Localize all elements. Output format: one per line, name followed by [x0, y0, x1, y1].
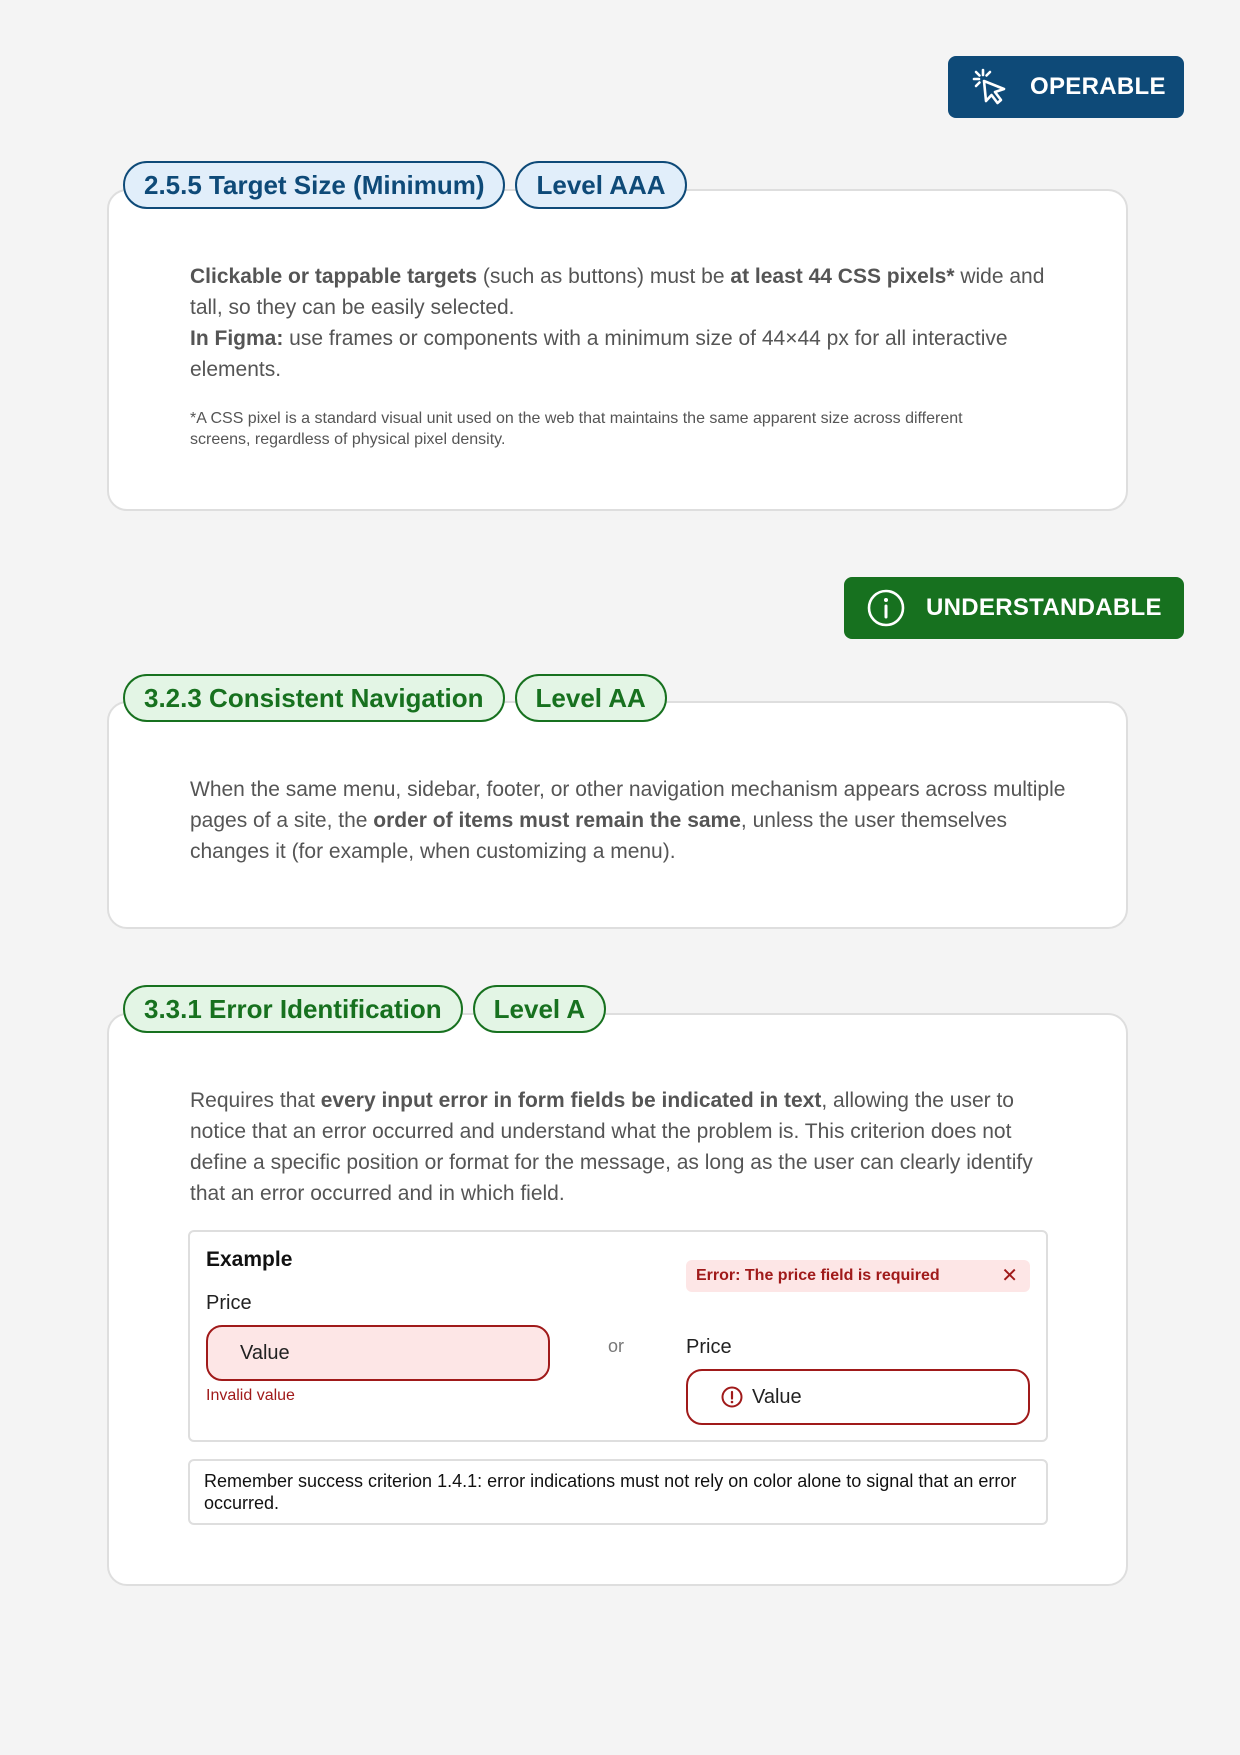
bold-text: at least 44 CSS pixels* [730, 265, 955, 288]
criterion-2-5-5-figma-note [190, 323, 1070, 385]
info-circle-icon [866, 588, 906, 628]
example-title: Example [206, 1248, 293, 1271]
error-banner-text: Error: The price field is required [696, 1267, 940, 1284]
level-pill: Level AA [515, 674, 667, 722]
operable-category-badge [948, 56, 1184, 118]
bold-text: order of items must remain the same [373, 809, 741, 832]
price-input-error[interactable] [686, 1369, 1030, 1425]
input-value: Value [752, 1385, 802, 1408]
text: wide and tall, so they can be easily selected. [190, 265, 1045, 319]
criterion-2-5-5-header [123, 161, 687, 209]
price-label: Price [206, 1292, 252, 1314]
criterion-3-3-1-header [123, 985, 606, 1033]
bold-text: every input error in form fields be indicated in text [320, 1089, 822, 1112]
criterion-title-pill: 2.5.5 Target Size (Minimum) [123, 161, 505, 209]
criterion-3-3-1-description [190, 1085, 1070, 1209]
bold-text: In Figma: [190, 327, 284, 350]
or-separator: or [608, 1336, 625, 1356]
criterion-3-2-3-header [123, 674, 667, 722]
close-icon[interactable]: ✕ [1001, 1265, 1018, 1287]
price-label: Price [686, 1336, 732, 1358]
error-banner [686, 1260, 1030, 1292]
criterion-2-5-5-description [190, 261, 1070, 323]
price-input-invalid[interactable] [206, 1325, 550, 1381]
bold-text: Clickable or tappable targets [190, 265, 478, 288]
criterion-3-2-3-description [190, 774, 1070, 867]
error-alert-icon [720, 1385, 744, 1409]
pointer-click-icon [970, 67, 1010, 107]
input-value: Value [240, 1341, 290, 1364]
invalid-value-message: Invalid value [206, 1387, 295, 1404]
level-pill: Level AAA [515, 161, 686, 209]
text: (such as buttons) must be [477, 265, 731, 288]
criterion-title-pill: 3.2.3 Consistent Navigation [123, 674, 505, 722]
css-pixel-footnote: *A CSS pixel is a standard visual unit used on the web that maintains the same apparent size across different screens, regardless of physical pixel density. [190, 410, 963, 448]
understandable-category-badge [844, 577, 1184, 639]
criterion-title-pill: 3.3.1 Error Identification [123, 985, 463, 1033]
text: use frames or components with a minimum size of 44×44 px for all interactive elements. [190, 327, 1008, 381]
text: , unless the user themselves changes it (for example, when customizing a menu). [190, 809, 1008, 863]
reminder-note: Remember success criterion 1.4.1: error indications must not rely on color alone to signal that an error occurred. [188, 1459, 1048, 1525]
understandable-label: UNDERSTANDABLE [926, 594, 1162, 621]
operable-label: OPERABLE [1030, 73, 1166, 100]
text: When the same menu, sidebar, footer, or other navigation mechanism appears across multiple pages of a site, the [190, 778, 1066, 832]
text: Requires that [190, 1089, 321, 1112]
text: , allowing the user to notice that an error occurred and understand what the problem is. This criterion does not define a specific position or format for the message, as long as the user can clearly identify that an error occurred and in which field. [190, 1089, 1033, 1205]
error-example-box [188, 1230, 1048, 1442]
level-pill: Level A [473, 985, 607, 1033]
